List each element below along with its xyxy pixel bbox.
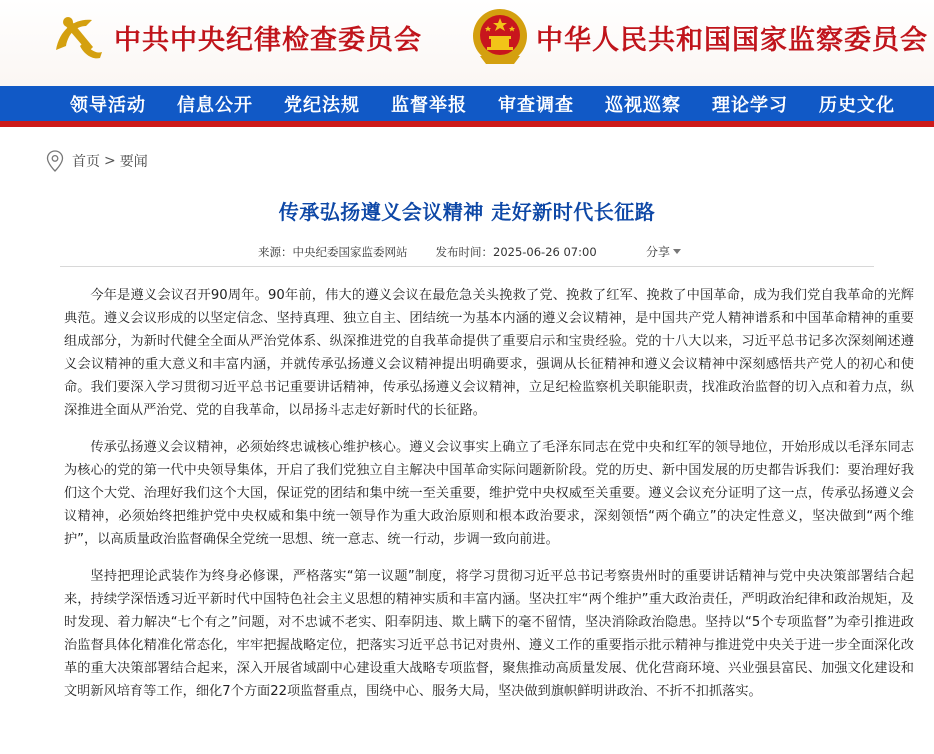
nav-red-bar xyxy=(0,121,934,127)
ccdi-site-name: 中共中央纪律检查委员会 xyxy=(114,24,422,56)
nav-item-investigation[interactable]: 审查调查 xyxy=(498,94,574,116)
nav-item-theory[interactable]: 理论学习 xyxy=(712,94,788,116)
breadcrumb-separator: > xyxy=(104,153,116,169)
nav-item-info-disclosure[interactable]: 信息公开 xyxy=(177,94,253,116)
nav-item-leadership[interactable]: 领导活动 xyxy=(70,94,146,116)
article-meta xyxy=(258,244,597,260)
nav-item-inspection[interactable]: 巡视巡察 xyxy=(605,94,681,116)
nsc-site-name: 中华人民共和国国家监察委员会 xyxy=(536,24,928,56)
share-label: 分享 xyxy=(646,245,671,259)
breadcrumb xyxy=(46,150,148,172)
nav-item-regulations[interactable]: 党纪法规 xyxy=(284,94,360,116)
time-value: 2025-06-26 07:00 xyxy=(493,245,597,259)
caret-down-icon xyxy=(673,249,681,254)
source-label: 来源： xyxy=(258,245,293,259)
time-label: 发布时间： xyxy=(435,245,493,259)
ccdi-logo-link[interactable] xyxy=(46,6,422,68)
site-header xyxy=(0,0,934,86)
meta-divider xyxy=(60,266,874,267)
article-paragraph: 传承弘扬遵义会议精神，必须始终忠诚核心维护核心。遵义会议事实上确立了毛泽东同志在党中央和红军的领导地位，开始形成以毛泽东同志为核心的党的第一代中央领导集体，开启了我们党独立自主解决中国革命实际问题新阶段。党的历史、新中国发展的历史都告诉我们：要治理好我们这个大党、治理好我们这个大国，保证党的团结和集中统一至关重要，维护党中央权威至关重要。遵义会议充分证明了这一点，传承弘扬遵义会议精神，必须始终把维护党中央权威和集中统一领导作为重大政治原则和根本政治要求，深刻领悟“两个确立”的决定性意义，坚决做到“两个维护”，以高质量政治监督确保全党统一思想、统一意志、统一行动，步调一致向前进。 xyxy=(64,440,914,547)
main-nav xyxy=(0,86,934,121)
national-emblem-icon xyxy=(470,6,530,68)
article-paragraph: 今年是遵义会议召开90周年。90年前，伟大的遵义会议在最危急关头挽救了党、挽救了红军、挽救了中国革命，成为我们党自我革命的光辉典范。遵义会议形成的以坚定信念、坚持真理、独立自主、团结统一为基本内涵的遵义会议精神，是中国共产党人精神谱系和中国革命精神的重要组成部分，为新时代健全全面从严治党体系、纵深推进党的自我革命提供了重要启示和宝贵经验。党的十八大以来，习近平总书记多次深刻阐述遵义会议精神的重大意义和丰富内涵，并就传承弘扬遵义会议精神提出明确要求，强调从长征精神和遵义会议精神中深刻感悟共产党人的初心和使命。我们要深入学习贯彻习近平总书记重要讲话精神，传承弘扬遵义会议精神，立足纪检监察机关职能职责，找准政治监督的切入点和着力点，纵深推进全面从严治党、党的自我革命，以昂扬斗志走好新时代的长征路。 xyxy=(64,288,914,418)
source-value: 中央纪委国家监委网站 xyxy=(292,245,408,259)
breadcrumb-current-link[interactable]: 要闻 xyxy=(119,154,148,170)
breadcrumb-home-link[interactable]: 首页 xyxy=(72,154,100,170)
share-button[interactable] xyxy=(646,243,681,260)
nav-item-report[interactable]: 监督举报 xyxy=(391,94,467,116)
article-body xyxy=(64,284,914,717)
article-title: 传承弘扬遵义会议精神 走好新时代长征路 xyxy=(278,200,656,224)
nav-item-history[interactable]: 历史文化 xyxy=(819,94,895,116)
nsc-logo-link[interactable] xyxy=(470,6,928,68)
article-paragraph: 坚持把理论武装作为终身必修课，严格落实“第一议题”制度，将学习贯彻习近平总书记考察贵州时的重要讲话精神与党中央决策部署结合起来，持续学深悟透习近平新时代中国特色社会主义思想的精神实质和丰富内涵。坚决扛牢“两个维护”重大政治责任，严明政治纪律和政治规矩，及时发现、着力解决“七个有之”问题，对不忠诚不老实、阳奉阴违、欺上瞒下的毫不留情，坚决消除政治隐患。坚持以“5个专项监督”为牵引推进政治监督具体化精准化常态化，牢牢把握战略定位，把落实习近平总书记对贵州、遵义工作的重要指示批示精神与推进党中央关于进一步全面深化改革的重大决策部署结合起来，深入开展省域副中心建设重大战略专项监督，聚焦推动高质量发展、优化营商环境、兴业强县富民、加强文化建设和文明新风培育等工作，细化7个方面22项监督重点，围绕中心、服务大局，坚决做到旗帜鲜明讲政治、不折不扣抓落实。 xyxy=(64,569,914,699)
location-pin-icon xyxy=(46,150,64,172)
party-emblem-icon xyxy=(46,6,108,68)
